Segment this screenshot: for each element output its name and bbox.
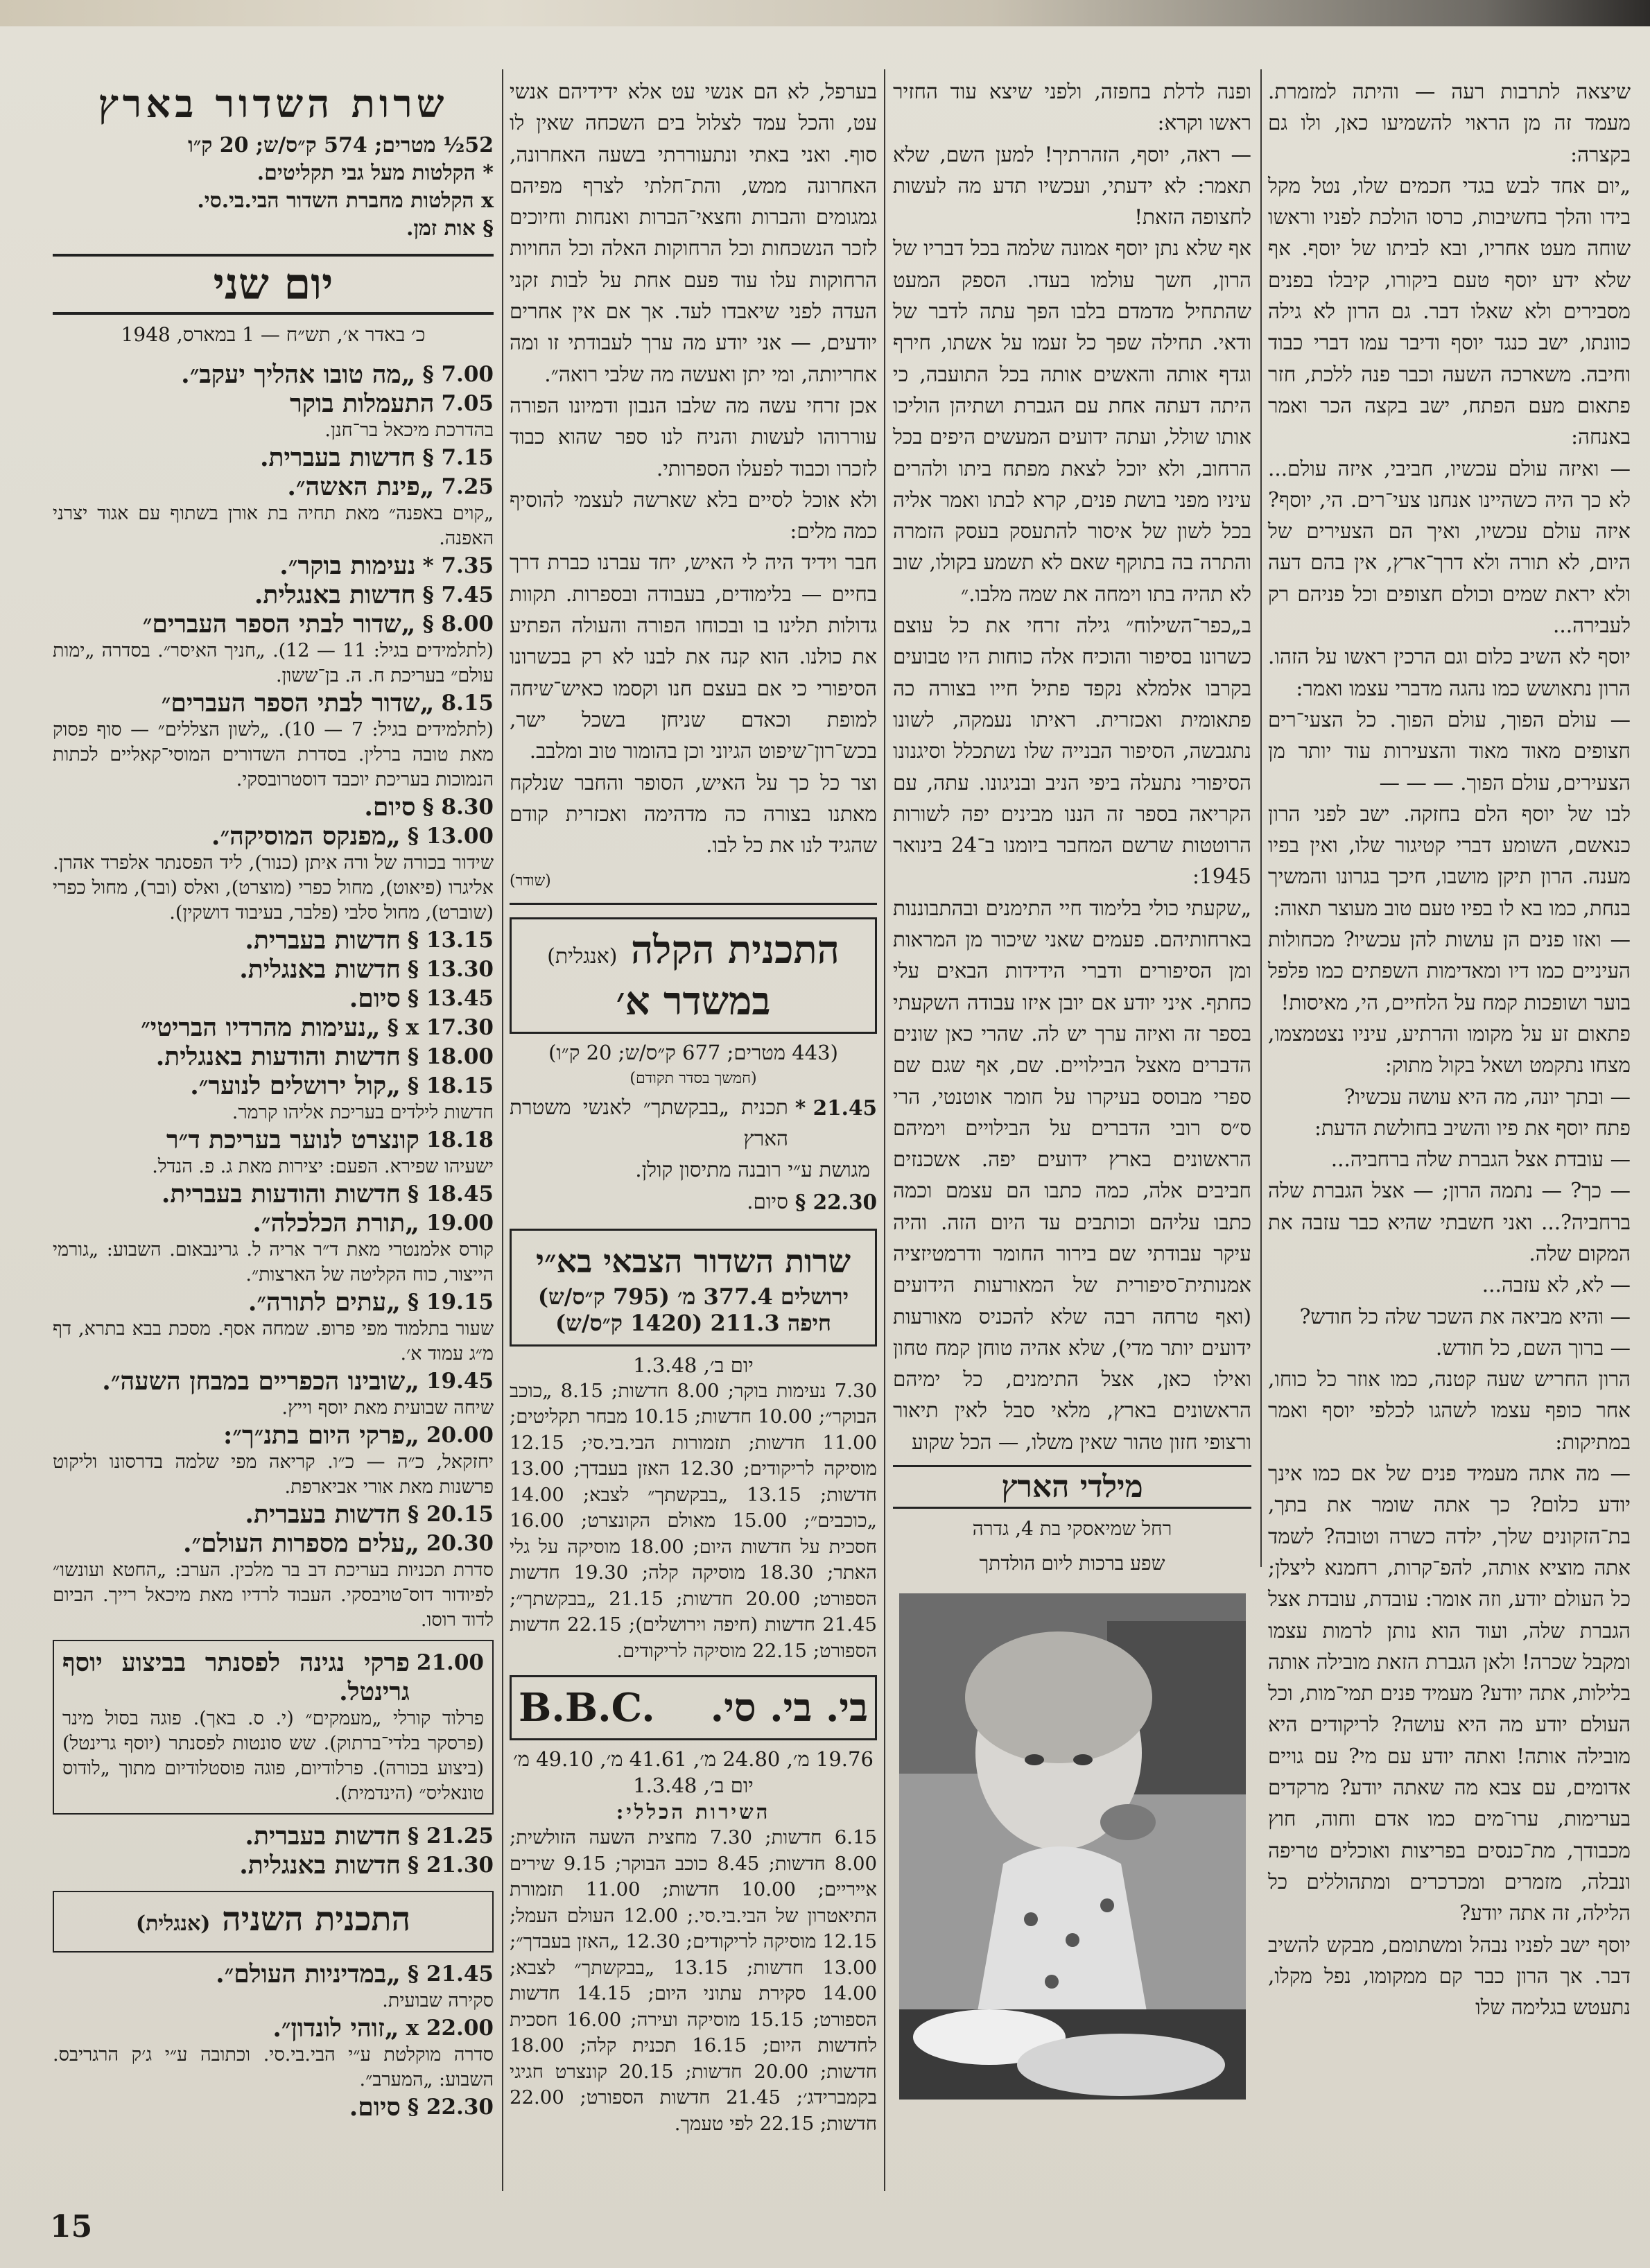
column-divider (1260, 69, 1262, 1567)
paragraph: אכן זרחי עשה מה שלבו הנבון ודמיונו הפורה עוררוהו לעשות והניח לנו ספר שהוא כבוד לזכרו וכבוד לפעלו הספרותי. (510, 393, 877, 481)
program-time: 7.45 § (422, 582, 494, 608)
program-title: „פינת האשה״. (287, 472, 435, 502)
program-item (510, 1092, 877, 1155)
paragraph: — לא, לא עזבה... (1482, 1273, 1631, 1297)
light-programme-box (510, 917, 877, 1034)
program-title: „פרקי היום בתנ״ך״: (223, 1421, 419, 1451)
program-title: פרקי נגינה לפסנתר בביצוע יוסף גרינטל. (62, 1648, 410, 1707)
program-details: (לתלמידים בגיל: 7 — 10). „לשון הצללים״ — סוף פסוק מאת טובה ברלין. בסדרת השדורים המוסי־קאליים לכתות הנמוכות בעריכת יוכבד דוסטרובסקי. (53, 719, 494, 791)
bbc-box (510, 1675, 877, 1740)
program-item (53, 2093, 494, 2122)
army-service-title: שרות השדור הצבאי בא״י (535, 1242, 851, 1280)
program-item (510, 1154, 877, 1186)
program-title: סיום. (364, 793, 416, 822)
paragraph: — עולם הפוך, עולם הפוך. כל הצעי־רים חצופים מאוד מאוד והצעירות עוד יותר מן הצעירים, עולם הפוך. — — — (1268, 707, 1631, 795)
light-programme-tag: (אנגלית) (547, 944, 618, 969)
program-title: חדשות בעברית. (245, 1821, 401, 1851)
program-time: 21.45 § (407, 1962, 494, 1987)
program-title: התעמלות בוקר (290, 389, 435, 419)
program-item (53, 2014, 494, 2093)
program-item (53, 822, 494, 926)
program-list (53, 360, 494, 1633)
paragraph: ב„כפר־השילוח״ גילה זרחי את כל עוצם כשרונו בסיפור והוכיח אלה כוחות היו טבועים בקרבו אלמלא נקפד פתיל חייו בצורה כה פתאומית ואכזרית. ראיתו נעמקה, לשונו נתגבשה, הסיפור הבנייה שלו נשתכלל וסיגנונו הסיפורי נתעלה ביפי הניב ובניגונו. עתה, עם הקריאה בספר זה הננו מבינים יפה לשורות הרוטטות שרשם המחבר ביומנו ב־24 בינואר 1945: (893, 614, 1251, 889)
program-time: 7.15 § (422, 445, 494, 471)
second-programme-box (53, 1891, 494, 1953)
program-item (53, 689, 494, 793)
program-title: סיום. (747, 1189, 788, 1213)
program-title: נעימות בוקר״. (279, 551, 416, 581)
birth-title: מילדי הארץ (893, 1465, 1251, 1509)
program-item (53, 1959, 494, 2014)
bbc-title-hebrew: בי. בי. סי. (710, 1685, 868, 1731)
program-title: חדשות בעברית. (245, 926, 401, 955)
program-time: 8.00 § (422, 612, 494, 637)
program-item (53, 1071, 494, 1125)
program-title: „עתים לתורה״. (248, 1288, 401, 1317)
bbc-frequency: 19.76 מ׳, 24.80 מ׳, 41.61 מ׳, 49.10 מ׳ (513, 1747, 874, 1772)
program-title: חדשות באנגלית. (239, 1851, 401, 1880)
paragraph: וצר כל כך על האיש, הסופר והחבר שנלקח מאתנו בצורה כה מדהימה ואכזרית קודם שהגיד לנו את כל לבו. (510, 770, 877, 858)
program-list-2 (53, 1821, 494, 1880)
program-title: „במדיניות העולם״. (216, 1959, 401, 1989)
paragraph: הרון החריש שעה קטנה, כמו אוזר כל כוחו, אחר כופף עצמו לשהגו לכלפי יוסף ואמר במתיקות: (1268, 1367, 1631, 1454)
station-legend-time: § אות זמן. (406, 216, 494, 241)
program-item (53, 1209, 494, 1288)
bbc-schedule: 6.15 חדשות; 7.30 מחצית השעה הזולשית; 8.00 חדשות; 8.45 כוכב הבוקר; 9.15 שירים אייריים; 10.00 חדשות; 11.00 תזמורת התיאטרון של הבי.בי.סי.; 12.00 העולם העמל; 12.15 מוסיקה לריקודים; 12.30 „האזן בעבדך״; 13.00 חדשות; 13.15 „בבקשתך״ לצבא; 14.00 סקירת עתוני היום; 14.15 חדשות הספורט; 15.15 מוסיקה ועירה; 16.00 חסכית לחדשות היום; 16.15 תכנית קלה; 18.00 חדשות; 20.00 חדשות; 20.15 קונצרט חגיגי בקמברידג׳; 21.45 חדשות הספורט; 22.00 חדשות; 22.15 לפי טעמך. (510, 1826, 878, 2135)
program-item (53, 443, 494, 472)
second-programme-title: התכנית השניה (222, 1900, 411, 1939)
day-heading: יום שני (53, 254, 494, 315)
schedule-column (53, 76, 494, 2122)
program-item (53, 1042, 494, 1071)
birth-caption-2: שפע ברכות ליום הולדתך (979, 1552, 1165, 1575)
program-item (53, 984, 494, 1013)
station-title: שרות השדור בארץ (98, 81, 449, 127)
station-legend-bbc: x הקלטות מחברת השדור הבי.בי.סי. (197, 189, 494, 213)
program-time: 21.45 * (794, 1095, 877, 1120)
light-programme-list (510, 1092, 877, 1218)
program-item (53, 1821, 494, 1851)
program-title: חדשות בעברית. (259, 443, 416, 473)
child-photo (899, 1593, 1246, 2100)
paragraph: „יום אחד לבש בגדי חכמים שלו, נטל מקל בידו והלך בחשיבות, כרסו הולכת לפניו וראשו שוחה מעט אחריו, ובא לביתו של יוסף. אף שלא ידע יוסף טעם ביקורו, קיבלו בפנים מסבירים ולא שאלו דבר. גם הרון לא גילה כוונתו, ישב כנגד יוסף ודיבר עמו דברי כבוד וחיבה. משארכה השעה וכבר פנה ללכת, חזר פתאום מעם הפתח, ישב בקצה הכר ואמר באנחה: (1268, 173, 1631, 449)
program-time: 18.45 § (407, 1181, 494, 1207)
program-title: „נעימות מהרדיו הבריטי״ (141, 1013, 381, 1043)
program-title: סיום. (349, 2093, 401, 2122)
program-item (53, 1013, 494, 1042)
program-item (53, 360, 494, 389)
program-time: 21.00 (416, 1650, 484, 1676)
program-item (53, 1179, 494, 1209)
program-time: 13.15 § (407, 928, 494, 953)
paragraph: „שקעתי כולי בלימוד חיי התימנים ובהתבוננות בארחותיהם. פעמים שאני שיכור מן המראות ומן הסיפורים ודברי הידידות הבאים עלי כחתף. איני יודע אם יובן איזו עבודה השקעתי בספר זה ואיזה ערך יש לה. שהרי כאן שונים הדברים מאצל הבילויים. שם, אף שגם שם ספרי מבוסס בעיקרו על חומר אוטנטי, הרי ס״ס רובי הדברים על הבילויים וימיהם הראשונים בארץ ידועים יפה. אשכנזים חביבים אלה, כמה כתבו הם עצמם וכמה כתבו עליהם וכותבים עד היום הזה. והיה עיקר עבודתי שם בירור החומר ודרמטיזציה אמנותית־סיפורית של המאורעות הידועים (ואף טרחה רבה שלא להכניס מאורעות ידועים יותר מדי), שלא אהיה טוחן קמח טחון ואילו כאן, אצל התימנים, כל ימיהם הראשונים בארץ, מלאי סבל לאין תיאור ורצופי חזון טהור שאין משלו, — הכל שקוע (893, 896, 1251, 1454)
program-title: „תורת הכלכלה״. (252, 1209, 419, 1238)
paragraph: יוסף ישב לפניו נבהל ומשתומם, מבקש להשיב דבר. אך הרון כבר קם ממקומו, נפל מקלו, נתעטש בגלימה שלו (1268, 1932, 1631, 2020)
program-title: „שדור לבתי הספר העברים״ (161, 689, 435, 718)
program-title: חדשות באנגלית. (254, 580, 416, 610)
paragraph: — והיא מביאה את השכר שלה כל חודש? (1299, 1304, 1631, 1328)
program-title: „שובינו הכפריים במבחן השעה״. (102, 1367, 419, 1396)
paragraph: לבו של יוסף הלם בחזקה. ישב לפני הרון כנאשם, השומע דברי קטיגור שלו, ואין בפיו מענה. הרון תיקן מושבו, חיכך בגרונו והמשיך בנחת, כמו בא לו בפיו טעם טוב מעוצר תאוה: (1268, 802, 1631, 920)
paragraph: חבר וידיד היה לי האיש, יחד עברנו כברת דרך בחיים — בלימודים, בעבודה ובספרות. תקוות גדולות תלינו בו ובכוחו הפורה והעולה הפתיע את כולנו. הוא קנה את לבנו לא רק בכשרונו הסיפורי כי אם בעצם חנו וקסמו כאיש־שיחה למופת וכאדם שניחן בשכל ישר, בכש־רון־שיפוט הגיוני וכן בהומור טוב ומלבב. (510, 551, 877, 763)
program-title: „עלים מספרות העולם״. (182, 1529, 419, 1559)
program-time: 7.00 § (422, 362, 494, 388)
program-details: סדרה מוקלטת ע״י הבי.בי.סי. וכתובה ע״י ג׳ק הרגריבס. השבוע: „המערב״. (53, 2044, 494, 2091)
program-title: סיום. (349, 984, 401, 1014)
program-details: (לתלמידים בגיל: 11 — 12). „חניך האיסר״. בסדרה „ימות עולם״ בעריכת ח. ה. בן־ששון. (53, 640, 494, 687)
paragraph: — מה אתה מעמיד פנים של אם כמו אינך יודע כלום? כך אתה שומר את בתך, בת־הזקונים שלך, ילדה כשרה וטובה? לשמד אתה מוציא אותה, להפ־קרות, רחמנא ליצלן; כל העולם יודע, וזה אומר: עובדת, עובדת אצל הגברת שלה, ועוד הוא נותן לרמות עצמו ומקבל שכרה! ולאן הגברת הזאת מובילה אותה בלילות, אתה יודע? מעמיד פנים תמי־מות, וכל העולם יודע מה היא עושה? לריקודים היא מובילה אותה! ואתה יודע עם מי? עם גויים אדומים, עם צבא מה שאתה יודע? מרקדים בערימות, ערו־מים כמו אדם וחוה, חוץ מכבודך, מת־כנסים בפריצות ואוכלים טריפה ונבלה, מזמרים ומכרכרים ומתהוללים כל הלילה, זה אתה יודע? (1268, 1462, 1631, 1925)
program-time: 18.15 § (407, 1073, 494, 1099)
program-item (53, 1367, 494, 1421)
program-title: חדשות והודעות באנגלית. (155, 1042, 401, 1072)
paragraph: אף שלא נתן יוסף אמונה שלמה בכל דבריו של הרון, חשך עולמו בעדו. הספק המעט שהתחיל מדמדם בלבו הפך עתה לדבר של ודאי. תחילה שפך כל זעמו על אשתו, חירף וגדף אותה והאשים אותה בכל התועבה, כי היתה דעתה אחת עם הגברת ושתיהן הוליכו אותו שולל, ועתה ידועים המעשים היפים בכל הרחוב, ולא יוכל לצאת מפתח ביתו ולהרים עיניו מפני בושת פנים, קרא לבתו ואמר אליה בכל לשון של איסור להתעסק בעסק הזמרה והתרה בה בתוקף שאם לא תשמע בקולו, שוב לא תהיה בתו וימחה את שמה מלבו.״ (893, 236, 1251, 606)
broadcast-credit: (שודר) (510, 872, 551, 890)
program-time: 7.35 * (422, 553, 494, 579)
program-details: יחזקאל, כ״ה — כ״ו. קריאה מפי שלמה בדרסונו וליקוט פרשנות מאת אורי אביארפת. (53, 1451, 494, 1498)
program-title: „מה טובו אהליך יעקב״. (181, 360, 416, 390)
program-item (510, 1186, 877, 1218)
light-programme-note: (חמשך בסדר תקודם) (629, 1069, 757, 1087)
paragraph: — ראה, יוסף, הזהרתיך! למען השם, שלא תאמר: לא ידעתי, ועכשיו תדע מה לעשות לחצופה הזאת! (893, 142, 1251, 230)
program-time: 20.15 § (407, 1502, 494, 1527)
program-time: 13.30 § (407, 957, 494, 982)
piano-program-box (53, 1640, 494, 1815)
program-title: חדשות והודעות בעברית. (161, 1179, 401, 1209)
program-item (53, 793, 494, 822)
light-programme-subtitle: במשדר א׳ (616, 978, 771, 1024)
program-details: סדרת תכניות בעריכת דב בר מלכין. הערב: „החטא ועונשו״ לפיודור דוס־טויבסקי. העבוד לרדיו מאת מיכאל רייך. הביום לדוד רוסו. (53, 1559, 494, 1631)
program-title: תכנית „בבקשתך״ לאנשי משטרת הארץ (510, 1095, 788, 1151)
program-time: 21.25 § (407, 1824, 494, 1849)
program-details: „קוים באפנה״ מאת תחיה בת אורן בשתוף עם אגוד יצרני האפנה. (53, 503, 494, 550)
program-title: „קול ירושלים לנוער״. (190, 1071, 401, 1101)
paragraph: — כך? — נתמה הרון; — אצל הגברת שלה ברחביה?... ואני חשבתי שהיא כבר עזבה את המקום שלה. (1268, 1179, 1631, 1265)
program-title: „שדור לבתי הספר העברים״ (142, 609, 416, 639)
program-title: קונצרט לנוער בעריכת ד״ר (166, 1125, 419, 1155)
program-time: 20.30 (426, 1531, 494, 1557)
program-title: מגושת ע״י רובנה מתיסון קולן. (635, 1158, 870, 1182)
program-item (53, 1125, 494, 1179)
army-service-day: יום ב׳, 1.3.48 (633, 1353, 754, 1377)
program-title: חדשות באנגלית. (239, 955, 401, 985)
program-item (53, 580, 494, 609)
program-item (53, 551, 494, 580)
program-details: פרלוד קורלי „מעמקים״ (י. ס. באך). פוגה בסול מינר (פרסקר בלדי־ברתוק). שש סונטות לפסנתר (יוסף גרינטל) (ביצוע בכורה). פרלודיום, פוגה פוסטלודיום מתוך „לודוס טונאליס״ (הינדמית). (62, 1708, 484, 1805)
program-item (53, 926, 494, 955)
station-frequency: 52½ מטרים; 574 ק״ס/ש; 20 ק״ו (188, 133, 494, 157)
program-item (53, 1288, 494, 1367)
paragraph: פתאום זע על מקומו והרתיע, עיניו נצטמצמו, מצחו נתקמט ושאל בקול מתוק: (1268, 1021, 1631, 1077)
program-item (53, 389, 494, 443)
program-item (53, 472, 494, 551)
program-details: שעור בתלמוד מפי פרופ. שמחה אסף. מסכת בבא בתרא, דף מ״ג עמוד א׳. (53, 1318, 494, 1365)
program-time: 8.30 § (422, 795, 494, 820)
program-time: 22.30 § (794, 1189, 877, 1214)
child-photo-illustration (899, 1593, 1246, 2100)
paragraph: ולא אוכל לסיים בלא שארשה לעצמי להוסיף כמה מלים: (510, 487, 877, 544)
light-programme-title: התכנית הקלה (630, 926, 840, 973)
story-column-1 (1268, 76, 1631, 2023)
program-details: סקירה שבועית. (382, 1990, 494, 2012)
column-divider (502, 69, 503, 2191)
program-details: ישעיהו שפירא. הפעם: יצירות מאת ג. פ. הנדל. (152, 1156, 494, 1178)
program-item (53, 609, 494, 689)
second-programme-tag: (אנגלית) (135, 1912, 211, 1937)
program-time: 18.18 (426, 1127, 494, 1153)
scan-top-edge (0, 0, 1650, 26)
program-item (53, 1500, 494, 1529)
paragraph: יוסף לא השיב כלום וגם הרכין ראשו על הזהו. הרון נתאושש כמו נהגה מדברי עצמו ואמר: (1268, 645, 1631, 700)
army-service-haifa: חיפה 211.3 (1420 ק״ס/ש) (555, 1309, 831, 1336)
program-time: 22.00 x (406, 2016, 494, 2041)
paragraph: — ואיזה עולם עכשיו, חביבי, איזה עולם... לא כך היה כשהיינו אנחנו צעי־רים. הי, יוסף? איזה עולם עכשיו, ואיך הם הצעירים של היום, לא תורה ולא דרך־ארץ, אין בהם דעה ולא יראת שמים וכולם חצופים וכל פניהם רק לעבירה... (1268, 456, 1631, 638)
paragraph: — ואזו פנים הן עושות להן עכשיו? מכחולות העיניים כמו דיו ומאדימות השפתים כמו פלפל בוער ושופכות קמח על הלחיים, הי, מאיסות! (1268, 928, 1631, 1014)
army-service-schedule: 7.30 נעימות בוקר; 8.00 חדשות; 8.15 „כוכב הבוקר״; 10.00 חדשות; 10.15 מבחר תקליטים; 11.00 חדשות; תזמורות הבי.בי.סי; 12.15 מוסיקה לריקודים; 12.30 האזן בעבדך; 13.00 חדשות; 13.15 „בבקשתך״ לצבא; 14.00 „כוכבים״; 15.00 מאולם הקונצרט; 16.00 חסכית על חדשות היום; 18.00 מוסיקה על גלי האתר; 18.30 מוסיקה קלה; 19.30 חדשות הספורט; 20.00 חדשות; 21.15 „בבקשתך״; 21.45 חדשות (חיפה וירושלים); 22.15 חדשות הספורט; 22.15 מוסיקה לריקודים. (510, 1379, 877, 1662)
paragraph: — ברוך השם, כל חודש. (1435, 1335, 1631, 1360)
program-time: 13.00 § (407, 824, 494, 849)
program-time: 22.30 § (407, 2095, 494, 2120)
paragraph: פתח יוסף את פיו והשיב בחולשת הדעת: (1314, 1116, 1631, 1140)
birth-caption-1: רחל שמיאסקי בת 4, גדרה (972, 1517, 1172, 1541)
bbc-title-latin: B.B.C. (519, 1685, 655, 1731)
program-details: חדשות לילדים בעריכת אליהו קרמר. (232, 1102, 494, 1124)
program-time: 8.15 (441, 691, 494, 716)
program-time: 13.45 § (407, 986, 494, 1012)
program-title: „זוהי לונדון״. (272, 2014, 399, 2043)
program-time: 19.15 § (407, 1290, 494, 1315)
program-item (53, 955, 494, 984)
story-column-3 (510, 76, 877, 2137)
birth-announcement (893, 1465, 1251, 2100)
day-date: כ׳ באדר א׳, תש״ח — 1 במארס, 1948 (121, 323, 426, 346)
army-service-jerusalem: ירושלים 377.4 מ׳ (795 ק״ס/ש) (537, 1283, 849, 1310)
program-time: 20.00 (426, 1423, 494, 1448)
station-legend-records: * הקלטות מעל גבי תקליטים. (257, 161, 494, 185)
program-item (53, 1421, 494, 1500)
program-details: שידור בכורה של ורה איתן (כנור), ליד הפסנתר אלפרד אהרן. אליגרו (פיאוט), מחול כפרי (מוצרט), ואלס (ובר), מחול כפרי (שוברט), מחול סלבי (פלבר, בעיבוד דושקין). (53, 852, 494, 924)
program-time: 19.45 (426, 1369, 494, 1394)
program-time: 18.00 § (407, 1044, 494, 1070)
program-item (53, 1529, 494, 1633)
army-service-box (510, 1229, 877, 1347)
program-details: קורס אלמנטרי מאת ד״ר אריה ל. גרינבאום. השבוע: „גורמי הייצור, כוח הקליטה של הארצות״. (53, 1239, 494, 1286)
program-details: שיחה שבועית מאת יוסף וייץ. (281, 1397, 494, 1419)
paragraph: שיצאה לתרבות רעה — והיתה למזמרת. מעמד זה מן הראוי להשמיעו כאן, ולו גם בקצרה: (1268, 80, 1631, 166)
story-column-2 (893, 76, 1251, 2100)
column-divider (884, 69, 885, 2191)
program-title: „מפנקס המוסיקה״. (211, 822, 401, 851)
program-details: בהדרכת מיכאל בר־חנן. (324, 419, 494, 442)
bbc-day: יום ב׳, 1.3.48 (633, 1774, 754, 1798)
program-time: 7.25 (441, 474, 494, 500)
bbc-service: השירות הכללי: (616, 1800, 771, 1824)
page-number: 15 (50, 2209, 93, 2244)
light-programme-frequency: (443 מטרים; 677 ק״ס/ש; 20 ק״ו) (548, 1040, 838, 1064)
program-title: חדשות בעברית. (245, 1500, 401, 1530)
program-time: 19.00 (426, 1211, 494, 1236)
program-item (53, 1851, 494, 1880)
program-time: 17.30 x § (387, 1015, 494, 1041)
paragraph: בערפל, לא הם אנשי עט אלא ידידיהם אנשי עט, והכל עמד לצלול בים השכחה שאין לו סוף. ואני באתי ונתעוררתי בשעה האחרונה, האחרונה ממש, והת־חלתי לצרף מפיהם גמגומים והברות וחצאי־הברות ואנחות וחיוכים לזכר הנשכחות וכל הרחוקות האלה וכל החויות הרחוקות עלו עוד פעם אחת על לבות זקני העדה לפני שיאבדו לעד. אך אם אין אחרים יודעים, — אני יודע מה ערך לעבודתי זו ומה אחריותה, ומי יתן ואעשה מה שלבי רואה״. (510, 80, 877, 386)
program-time: 7.05 (441, 391, 494, 417)
second-programme-list (53, 1959, 494, 2122)
paragraph: ופנה לדלת בחפזה, ולפני שיצא עוד החזיר ראשו וקרא: (893, 80, 1251, 135)
paragraph: — ובתך יונה, מה היא עושה עכשיו? (1344, 1084, 1631, 1109)
paragraph: — עובדת אצל הגברת שלה ברחביה... (1330, 1148, 1631, 1172)
program-time: 21.30 § (407, 1853, 494, 1878)
